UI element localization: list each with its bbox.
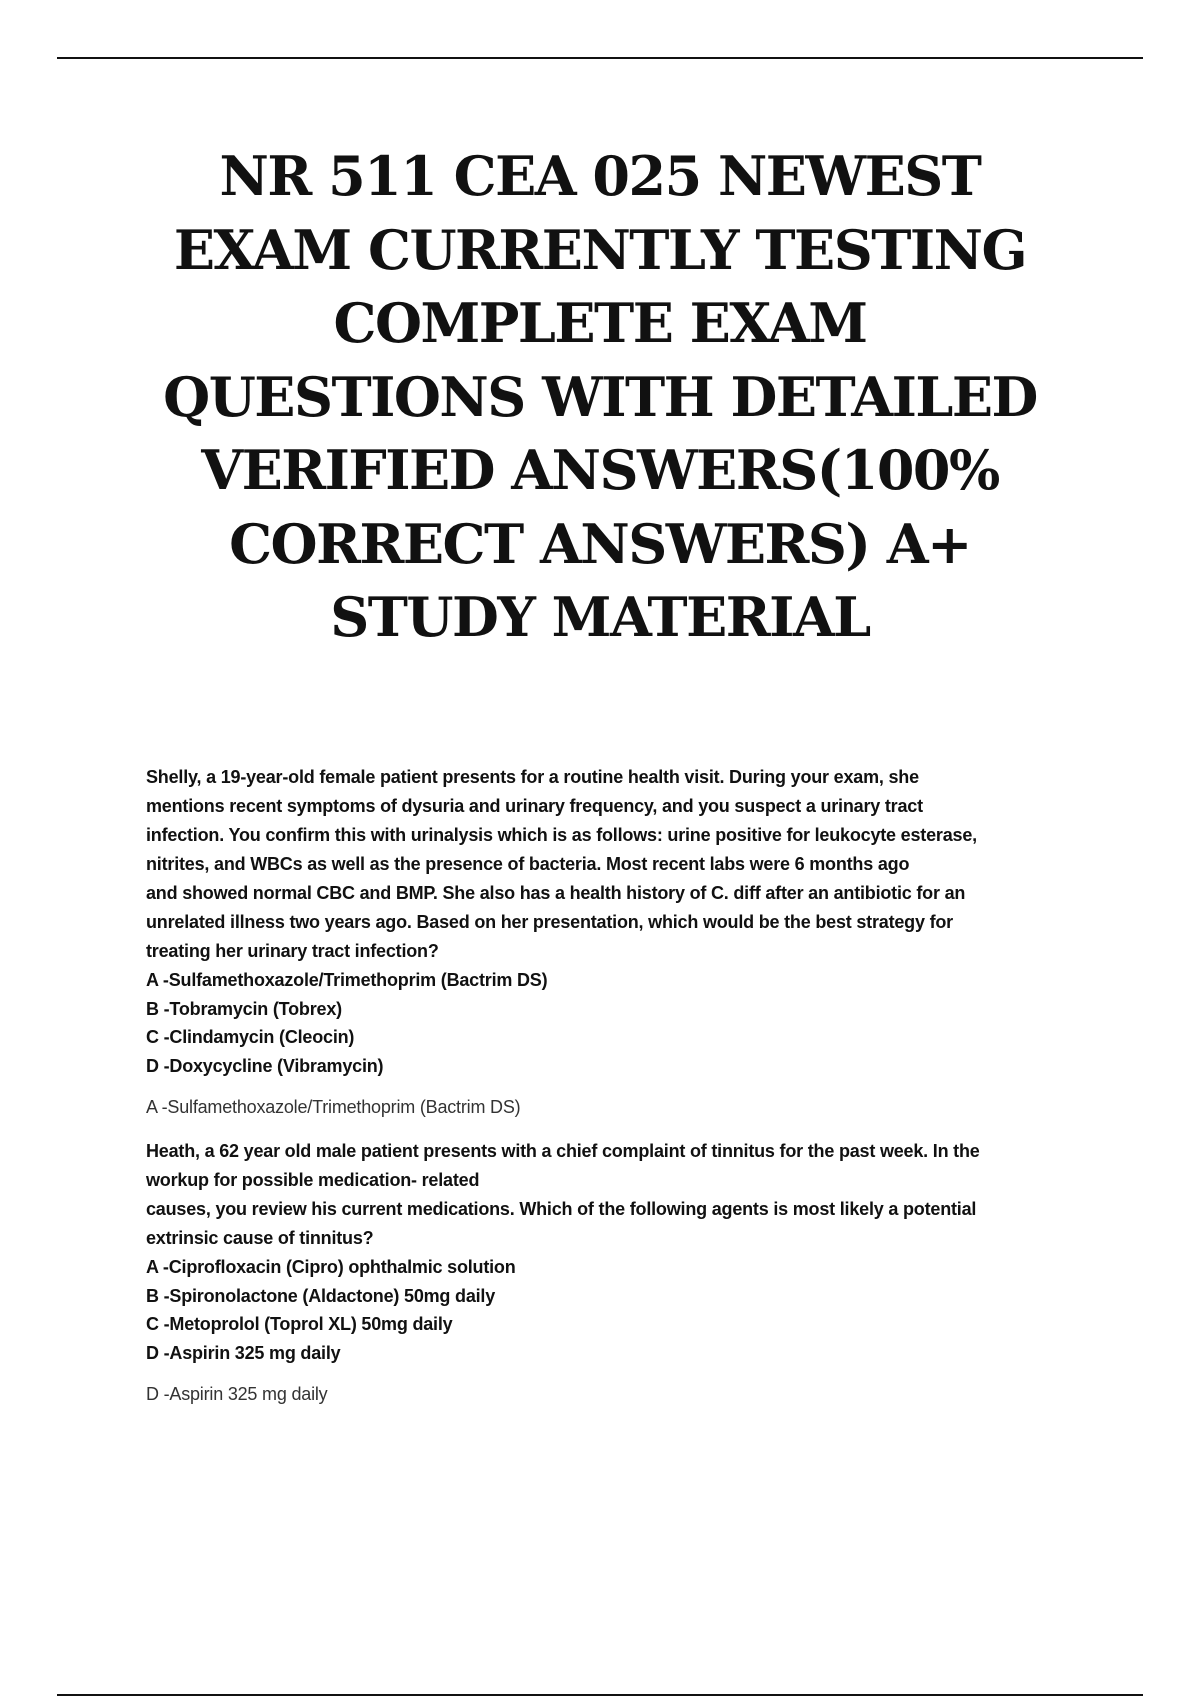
top-rule: [57, 57, 1143, 59]
stem-line: causes, you review his current medications. Which of the following agents is most likely a potential: [146, 1199, 977, 1219]
stem-line: Shelly, a 19-year-old female patient presents for a routine health visit. During your exam, she: [146, 767, 919, 787]
answer-options: [146, 966, 1091, 1080]
title-line: CORRECT ANSWERS) A+: [229, 511, 971, 576]
document-body: [146, 763, 1091, 1408]
document-title: [100, 140, 1100, 655]
stem-line: Heath, a 62 year old male patient presents with a chief complaint of tinnitus for the past week. In the: [146, 1141, 980, 1161]
title-line: NR 511 CEA 025 NEWEST: [219, 144, 981, 208]
option-b: B -Spironolactone (Aldactone) 50mg daily: [146, 1285, 496, 1306]
title-line: VERIFIED ANSWERS(100%: [201, 438, 999, 502]
stem-line: nitrites, and WBCs as well as the presence of bacteria. Most recent labs were 6 months ago: [146, 854, 910, 874]
stem-line: treating her urinary tract infection?: [146, 941, 439, 961]
correct-answer: D -Aspirin 325 mg daily: [146, 1384, 328, 1404]
option-c: C -Clindamycin (Cleocin): [146, 1027, 355, 1047]
stem-line: unrelated illness two years ago. Based on her presentation, which would be the best strategy for: [146, 912, 953, 932]
answer-options: [146, 1253, 1091, 1367]
correct-answer: A -Sulfamethoxazole/Trimethoprim (Bactrim DS): [146, 1097, 521, 1117]
bottom-rule: [57, 1694, 1143, 1696]
question-block-2: [146, 1137, 1091, 1408]
stem-line: infection. You confirm this with urinalysis which is as follows: urine positive for leukocyte esterase,: [146, 825, 977, 845]
stem-line: extrinsic cause of tinnitus?: [146, 1228, 374, 1248]
title-line: QUESTIONS WITH DETAILED: [163, 364, 1037, 429]
question-stem: [146, 763, 1091, 966]
question-stem: [146, 1137, 1091, 1253]
stem-line: mentions recent symptoms of dysuria and urinary frequency, and you suspect a urinary tract: [146, 796, 923, 816]
stem-line: workup for possible medication- related: [146, 1170, 480, 1190]
option-d: D -Aspirin 325 mg daily: [146, 1342, 341, 1363]
question-block-1: [146, 763, 1091, 1121]
title-line: EXAM CURRENTLY TESTING: [173, 217, 1027, 282]
option-a: A -Ciprofloxacin (Cipro) ophthalmic solution: [146, 1257, 516, 1277]
option-c: C -Metoprolol (Toprol XL) 50mg daily: [146, 1314, 453, 1334]
title-line: STUDY MATERIAL: [330, 585, 870, 649]
title-line: COMPLETE EXAM: [333, 291, 867, 355]
option-d: D -Doxycycline (Vibramycin): [146, 1055, 384, 1076]
option-a: A -Sulfamethoxazole/Trimethoprim (Bactrim DS): [146, 970, 548, 990]
stem-line: and showed normal CBC and BMP. She also has a health history of C. diff after an antibiotic for an: [146, 883, 966, 903]
option-b: B -Tobramycin (Tobrex): [146, 998, 342, 1019]
